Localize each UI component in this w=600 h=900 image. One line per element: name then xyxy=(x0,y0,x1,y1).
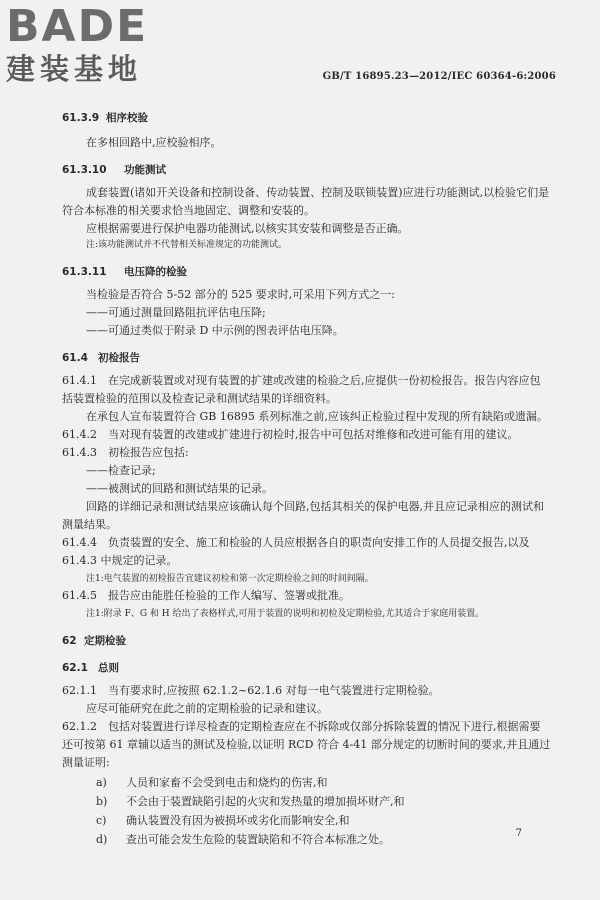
section-title: 初检报告 xyxy=(98,352,140,364)
note: 注1:电气装置的初检报告宜建议初检和第一次定期检验之间的时间间隔。 xyxy=(86,574,374,584)
section-heading-61-3-10 xyxy=(62,163,166,177)
paragraph-continuation: 还可按第 61 章辅以适当的测试及检验,以证明 RCD 符合 4-41 部分规定的切断时间的要求,并且通过 xyxy=(62,738,551,751)
numbered-paragraph-61-4-3 xyxy=(62,446,189,460)
section-heading-61-3-9 xyxy=(62,111,148,125)
paragraph: 应尽可能研究在此之前的定期检验的记录和建议。 xyxy=(86,702,328,715)
section-title: 功能测试 xyxy=(124,164,166,176)
section-heading-62-1 xyxy=(62,661,119,675)
clause-number: 61.4.3 xyxy=(62,446,97,459)
section-title: 总则 xyxy=(98,662,119,674)
clause-number: 62.1.2 xyxy=(62,720,97,733)
logo-wordmark: BADE xyxy=(6,1,149,52)
section-heading-61-3-11 xyxy=(62,265,187,279)
clause-text: 包括对装置进行详尽检查的定期检查应在不拆除或仅部分拆除装置的情况下进行,根据需要 xyxy=(108,720,541,733)
numbered-paragraph-61-4-5 xyxy=(62,589,350,603)
list-item-text: 人员和家畜不会受到电击和烧灼的伤害,和 xyxy=(126,776,328,789)
logo xyxy=(6,1,196,86)
dash-list-item: ——检查记录; xyxy=(86,464,156,477)
list-item xyxy=(96,833,390,847)
clause-text: 当有要求时,应按照 62.1.2~62.1.6 对每一电气装置进行定期检验。 xyxy=(108,684,440,697)
clause-text: 报告应由能胜任检验的工作人编写、签署或批准。 xyxy=(108,589,350,602)
dash-list-item: ——可通过测量回路阻抗评估电压降; xyxy=(86,306,266,319)
paragraph-continuation: 61.4.3 中规定的记录。 xyxy=(62,554,178,567)
numbered-paragraph-61-4-1 xyxy=(62,374,541,388)
section-title: 相序校验 xyxy=(106,112,148,124)
clause-text: 当对现有装置的改建或扩建进行初检时,报告中可包括对维修和改进可能有用的建议。 xyxy=(108,428,519,441)
paragraph: 当检验是否符合 5-52 部分的 525 要求时,可采用下列方式之一: xyxy=(86,288,395,301)
list-item xyxy=(96,776,328,790)
section-number: 61.3.10 xyxy=(62,164,107,176)
section-number: 61.3.9 xyxy=(62,112,100,124)
section-heading-62 xyxy=(62,634,126,648)
note: 注:该功能测试并不代替相关标准规定的功能测试。 xyxy=(86,240,288,250)
numbered-paragraph-61-4-2 xyxy=(62,428,519,442)
list-item-label: d) xyxy=(96,833,108,846)
standard-code: GB/T 16895.23—2012/IEC 60364-6:2006 xyxy=(322,71,556,82)
list-item-text: 确认装置没有因为被损坏或劣化而影响安全,和 xyxy=(126,814,350,827)
list-item xyxy=(96,814,350,828)
clause-number: 61.4.1 xyxy=(62,374,97,387)
paragraph: 在多相回路中,应校验相序。 xyxy=(86,136,222,149)
clause-text: 初检报告应包括: xyxy=(108,446,189,459)
paragraph: 成套装置(诸如开关设备和控制设备、传动装置、控制及联锁装置)应进行功能测试,以检验它们是 xyxy=(86,186,550,199)
paragraph-continuation: 括装置检验的范围以及检查记录和测试结果的详细资料。 xyxy=(62,392,337,405)
list-item-label: c) xyxy=(96,814,107,827)
paragraph-continuation: 符合本标准的相关要求恰当地固定、调整和安装的。 xyxy=(62,204,315,217)
numbered-paragraph-62-1-1 xyxy=(62,684,440,698)
paragraph-continuation: 测量证明: xyxy=(62,756,110,769)
dash-list-item: ——被测试的回路和测试结果的记录。 xyxy=(86,482,273,495)
section-number: 62.1 xyxy=(62,662,88,674)
dash-list-item: ——可通过类似于附录 D 中示例的图表评估电压降。 xyxy=(86,324,344,337)
clause-number: 61.4.2 xyxy=(62,428,97,441)
section-number: 61.3.11 xyxy=(62,266,107,278)
section-title: 电压降的检验 xyxy=(124,266,187,278)
numbered-paragraph-61-4-4 xyxy=(62,536,530,550)
paragraph: 应根据需要进行保护电器功能测试,以核实其安装和调整是否正确。 xyxy=(86,222,409,235)
clause-number: 61.4.4 xyxy=(62,536,97,549)
list-item-label: a) xyxy=(96,776,107,789)
clause-text: 在完成新装置或对现有装置的扩建或改建的检验之后,应提供一份初检报告。报告内容应包 xyxy=(108,374,541,387)
section-heading-61-4 xyxy=(62,351,140,365)
clause-number: 62.1.1 xyxy=(62,684,97,697)
list-item-text: 不会由于装置缺陷引起的火灾和发热量的增加损坏财产,和 xyxy=(126,795,405,808)
clause-number: 61.4.5 xyxy=(62,589,97,602)
list-item xyxy=(96,795,405,809)
numbered-paragraph-62-1-2 xyxy=(62,720,541,734)
page-number: 7 xyxy=(515,828,522,839)
list-item-label: b) xyxy=(96,795,108,808)
logo-subtitle: 建装基地 xyxy=(6,52,143,86)
note: 注1:附录 F、G 和 H 给出了表格样式,可用于装置的说明和初检及定期检验,尤其适合于家庭用装置。 xyxy=(86,609,485,619)
list-item-text: 查出可能会发生危险的装置缺陷和不符合本标准之处。 xyxy=(126,833,390,846)
section-number: 61.4 xyxy=(62,352,88,364)
clause-text: 负责装置的安全、施工和检验的人员应根据各自的职责向安排工作的人员提交报告,以及 xyxy=(108,536,530,549)
paragraph: 在承包人宣布装置符合 GB 16895 系列标准之前,应该纠正检验过程中发现的所有缺陷或遗漏。 xyxy=(86,410,548,423)
section-title: 定期检验 xyxy=(84,635,126,647)
section-number: 62 xyxy=(62,635,77,647)
paragraph: 回路的详细记录和测试结果应该确认每个回路,包括其相关的保护电器,并且应记录相应的测试和 xyxy=(86,500,544,513)
paragraph-continuation: 测量结果。 xyxy=(62,518,117,531)
